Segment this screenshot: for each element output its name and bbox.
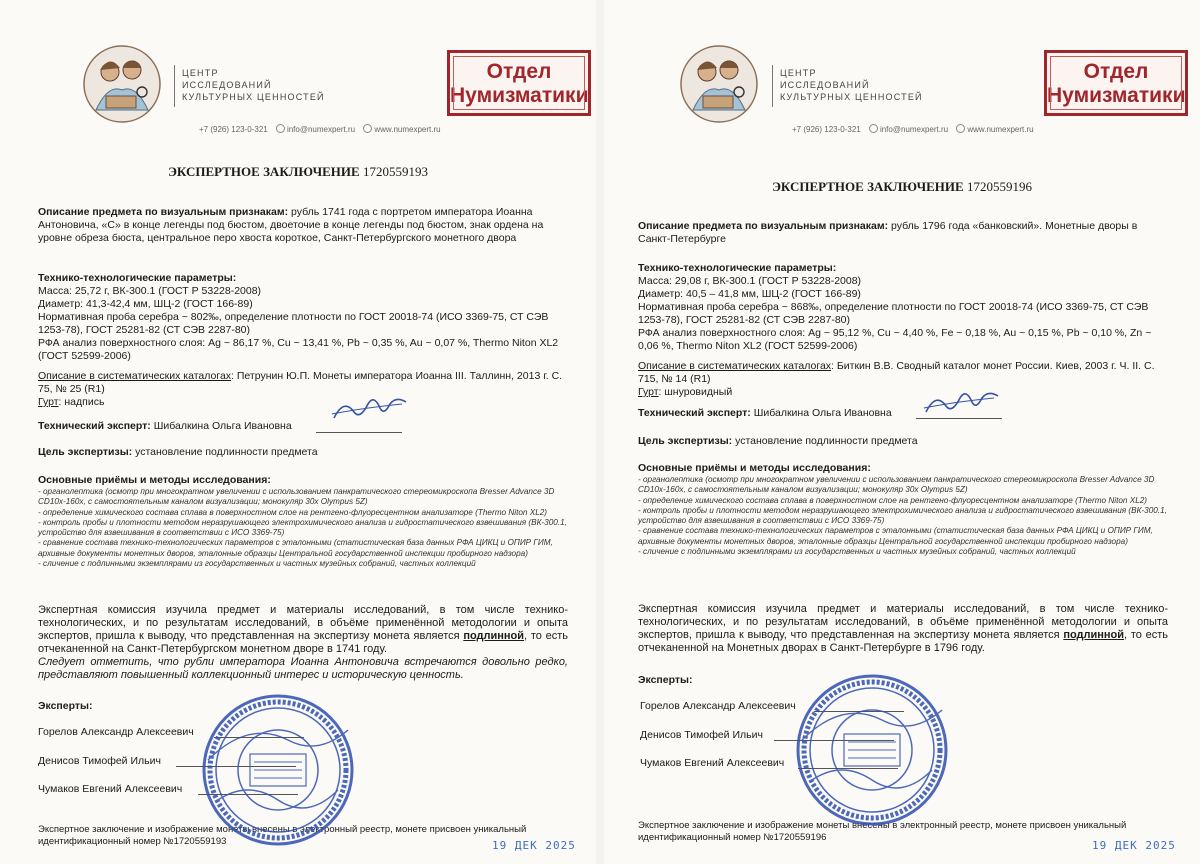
org-name: ЦЕНТР ИССЛЕДОВАНИЙ КУЛЬТУРНЫХ ЦЕННОСТЕЙ <box>780 68 923 102</box>
method-item: - органолептика (осмотр при многократном увеличении с использованием панкратического стереомикроскопа Bresser Advance 3D CD10x-160x, с самостоятельным каналом визуализации; монокуляр 30x Olympus 5Z) <box>638 475 1155 495</box>
expertise-goal: Цель экспертизы: установление подлинности предмета <box>38 446 318 458</box>
email-link[interactable]: info@numexpert.ru <box>879 125 949 134</box>
experts-heading: Эксперты: <box>38 700 93 712</box>
method-item: - органолептика (осмотр при многократном увеличении с использованием панкратического стереомикроскопа Bresser Advance 3D CD10x-160x, с самостоятельным каналом визуализации; монокуляр 30x Olympus 5Z) <box>38 487 555 507</box>
header-divider <box>772 65 773 107</box>
method-item: - сличение с подлинными экземплярами из государственных и частных музейных собраний, частных коллекций <box>38 559 476 569</box>
contacts <box>792 124 1034 134</box>
technical-expert: Технический эксперт: Шибалкина Ольга Ивановна <box>38 420 292 432</box>
numismatics-dept-logo: Отдел Нумизматики <box>1044 50 1188 116</box>
official-seal-icon <box>198 690 358 850</box>
mail-icon <box>276 124 285 133</box>
technical-expert: Технический эксперт: Шибалкина Ольга Ивановна <box>638 407 892 419</box>
item-description: Описание предмета по визуальным признакам: рубль 1796 года «банковский». Монетные дворы в Санкт-Петербурге <box>638 220 1138 245</box>
researchers-logo-icon <box>82 44 162 124</box>
contacts <box>199 124 441 134</box>
expertise-goal: Цель экспертизы: установление подлинности предмета <box>638 435 918 447</box>
conclusion: Экспертная комиссия изучила предмет и материалы исследований, в том числе технико-технологических, и по результатам исследований, в объёме применённой методологии и опыта экспертов, пришла к выводу, что представленная на экспертизу монета является подлинной, то есть отчеканенной на Санкт-Петербургском монетном дворе в 1741 году. Следует отметить, что рубли императора Иоанна Антоновича встречаются довольно редко, представляют повышенный коллекционный интерес и историческую ценность. <box>38 604 568 681</box>
method-item: - определение химического состава сплава в поверхностном слое на рентгено-флуоресцентном анализаторе (Thermo Niton XL2) <box>638 495 1148 505</box>
signature-line <box>316 432 402 433</box>
experts-heading: Эксперты: <box>638 674 693 686</box>
expert-2: Денисов Тимофей Ильич <box>640 729 763 741</box>
method-item: - контроль пробы и плотности методом неразрушающего электрохимического анализа и гидростатического взвешивания (ВК-300.1, устройство для взвешивания в соответствии с ИСО 3369-75) <box>638 505 1167 526</box>
tech-params: Технико-технологические параметры: Масса: 25,72 г, ВК-300.1 (ГОСТ Р 53228-2008) Диаметр: 41,3-42,4 мм, ШЦ-2 (ГОСТ 166-89) Нормативная проба серебра ~ 802‰, определение плотности по ГОСТ 20018-74 (ИСО 3369-75, СТ СЭВ 1253-78), ГОСТ 25281-82 (СТ СЭВ 2287-80) РФА анализ поверхностного слоя: Ag ~ 86,17 %, Cu ~ 13,41 %, Pb ~ 0,35 %, Au ~ 0,07 %, Thermo Niton XL2 (ГОСТ 52599-2006) <box>38 272 559 362</box>
tech-params: Технико-технологические параметры: Масса: 29,08 г, ВК-300.1 (ГОСТ Р 53228-2008) Диаметр: 40,5 – 41,8 мм, ШЦ-2 (ГОСТ 166-89) Нормативная проба серебра ~ 868‰, определение плотности по ГОСТ 20018-74 (ИСО 3369-75, СТ СЭВ 1253-78), ГОСТ 25281-82 (СТ СЭВ 2287-80) РФА анализ поверхностного слоя: Ag ~ 95,12 %, Cu ~ 4,40 %, Fe ~ 0,18 %, Au ~ 0,15 %, Pb ~ 0,10 %, Zn ~ 0,06 %, Thermo Niton XL2 (ГОСТ 52599-2006) <box>638 262 1152 352</box>
stamp-date: 19 ДЕК 2025 <box>1092 839 1176 852</box>
catalog-reference: Описание в систематических каталогах: Петрунин Ю.П. Монеты императора Иоанна III. Таллинн, 2013 г. С. 75, № 25 (R1) Гурт: надпись <box>38 370 563 408</box>
method-item: - сличение с подлинными экземплярами из государственных и частных музейных собраний, частных коллекций <box>638 547 1076 557</box>
technical-expert-signature-icon <box>330 398 410 424</box>
certificate-page-left <box>0 0 596 864</box>
expert-3: Чумаков Евгений Алексеевич <box>38 783 183 795</box>
method-item: - сравнение состава технико-технологических параметров с эталонными (статистическая база данных РФА ЦИКЦ и ОПИР ГИМ, архивные документы монетных дворов, эталонные образцы Центральной государственной инспекции пробирного надзора) <box>638 526 1153 546</box>
registry-note: Экспертное заключение и изображение монеты внесены в электронный реестр, монете присвоен уникальный идентификационный номер №1720559196 <box>638 820 1127 843</box>
certificate-title: ЭКСПЕРТНОЕ ЗАКЛЮЧЕНИЕ 1720559193 <box>168 164 428 179</box>
website-link[interactable]: www.numexpert.ru <box>374 125 441 134</box>
website-link[interactable]: www.numexpert.ru <box>967 125 1034 134</box>
conclusion: Экспертная комиссия изучила предмет и материалы исследований, в том числе технико-технологических, и по результатам исследований, в объёме применённой методологии и опыта экспертов, пришла к выводу, что представленная на экспертизу монета является подлинной, то есть отчеканенной на Монетных дворах в Санкт-Петербурге в 1796 году. <box>638 603 1168 654</box>
expert-1: Горелов Александр Алексеевич <box>640 700 796 712</box>
stamp-date: 19 ДЕК 2025 <box>492 839 576 852</box>
researchers-logo-icon <box>679 44 759 124</box>
registry-note: Экспертное заключение и изображение монеты внесены в электронный реестр, монете присвоен уникальный идентификационный номер №1720559193 <box>38 824 527 847</box>
numismatics-dept-logo: Отдел Нумизматики <box>447 50 591 116</box>
letterhead <box>604 0 1200 150</box>
catalog-reference: Описание в систематических каталогах: Биткин В.В. Сводный каталог монет России. Киев, 2003 г. Ч. II. С. 715, № 14 (R1) Гурт: шнуровидный <box>638 360 1155 398</box>
mail-icon <box>869 124 878 133</box>
method-item: - сравнение состава технико-технологических параметров с эталонными (статистическая база данных РФА ЦИКЦ и ОПИР ГИМ, архивные документы монетных дворов, эталонные образцы Центральной государственной инспекции пробирного надзора) <box>38 538 553 558</box>
technical-expert-signature-icon <box>922 392 1002 418</box>
email-link[interactable]: info@numexpert.ru <box>286 125 356 134</box>
methods: Основные приёмы и методы исследования: - органолептика (осмотр при многократном увеличении с использованием панкратического стереомикроскопа Bresser Advance 3D CD10x-160x, с самостоятельным каналом визуализации; монокуляр 30x Olympus 5Z) - определение химического состава сплава в поверхностном слое на рентгено-флуоресцентном анализаторе (Thermo Niton XL2) - контроль пробы и плотности методом неразрушающего электрохимического анализа и гидростатического взвешивания (ВК-300.1, устройство для взвешивания в соответствии с ИСО 3369-75) - сравнение состава технико-технологических параметров с эталонными (статистическая база данных РФА ЦИКЦ и ОПИР ГИМ, архивные документы монетных дворов, эталонные образцы Центральной государственной инспекции пробирного надзора) - сличение с подлинными экземплярами из государственных и частных музейных собраний, частных коллекций <box>638 462 1167 557</box>
letterhead <box>0 0 596 150</box>
org-name: ЦЕНТР ИССЛЕДОВАНИЙ КУЛЬТУРНЫХ ЦЕННОСТЕЙ <box>182 68 325 102</box>
rarity-note: Следует отметить, что рубли императора Иоанна Антоновича встречаются довольно редко, представляют повышенный коллекционный интерес и историческую ценность. <box>38 656 568 681</box>
method-item: - контроль пробы и плотности методом неразрушающего электрохимического анализа и гидростатического взвешивания (ВК-300.1, устройство для взвешивания в соответствии с ИСО 3369-75) <box>38 517 567 538</box>
globe-icon <box>363 124 372 133</box>
header-divider <box>174 65 175 107</box>
methods: Основные приёмы и методы исследования: - органолептика (осмотр при многократном увеличении с использованием панкратического стереомикроскопа Bresser Advance 3D CD10x-160x, с самостоятельным каналом визуализации; монокуляр 30x Olympus 5Z) - определение химического состава сплава в поверхностном слое на рентгено-флуоресцентном анализаторе (Thermo Niton XL2) - контроль пробы и плотности методом неразрушающего электрохимического анализа и гидростатического взвешивания (ВК-300.1, устройство для взвешивания в соответствии с ИСО 3369-75) - сравнение состава технико-технологических параметров с эталонными (статистическая база данных РФА ЦИКЦ и ОПИР ГИМ, архивные документы монетных дворов, эталонные образцы Центральной государственной инспекции пробирного надзора) - сличение с подлинными экземплярами из государственных и частных музейных собраний, частных коллекций <box>38 474 567 569</box>
item-description: Описание предмета по визуальным признакам: рубль 1741 года с портретом императора Иоанна Антоновича, «С» в конце легенды под бюстом, двоеточие в конце легенды под бюстом, знак ордена на уровне обреза бюста, центральное перо хвоста короткое, Санкт-Петербургского монетного двора <box>38 206 544 244</box>
phone: +7 (926) 123-0-321 <box>792 125 861 134</box>
globe-icon <box>956 124 965 133</box>
expert-1: Горелов Александр Алексеевич <box>38 726 194 738</box>
method-item: - определение химического состава сплава в поверхностном слое на рентгено-флуоресцентном анализаторе (Thermo Niton XL2) <box>38 507 548 517</box>
signature-line <box>916 418 1002 419</box>
certificate-title: ЭКСПЕРТНОЕ ЗАКЛЮЧЕНИЕ 1720559196 <box>772 179 1032 194</box>
certificate-page-right <box>604 0 1200 864</box>
official-seal-icon <box>792 670 952 830</box>
phone: +7 (926) 123-0-321 <box>199 125 268 134</box>
expert-3: Чумаков Евгений Алексеевич <box>640 757 785 769</box>
expert-2: Денисов Тимофей Ильич <box>38 755 161 767</box>
